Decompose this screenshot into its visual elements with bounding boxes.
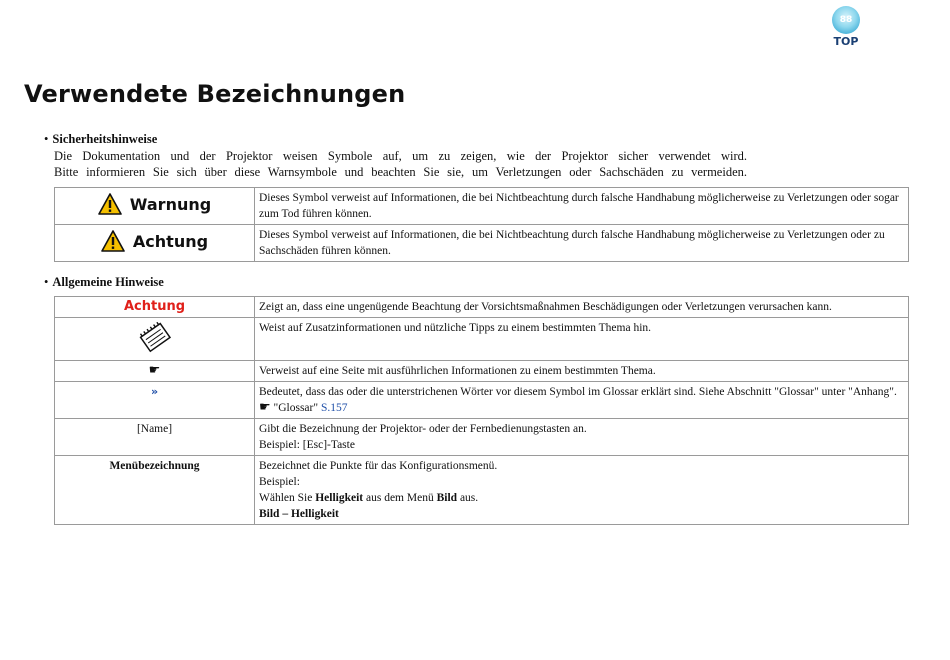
- caution-label: Achtung: [101, 230, 208, 252]
- safety-intro: Die Dokumentation und der Projektor weisen Symbole auf, um zu zeigen, wie der Projektor sicher verwendet wird. Bitte informieren Sie sich über diese Warnsymbole und beachten Sie sie, um Verletzungen oder Sachschäden zu vermeiden.: [54, 149, 747, 179]
- table-row: Achtung Dieses Symbol verweist auf Informationen, die bei Nichtbeachtung durch falsche Handhabung möglicherweise zu Verletzungen oder zu Sachschäden führen können.: [55, 225, 909, 262]
- warning-label: Warnung: [98, 193, 211, 215]
- table-row: [Name] Gibt die Bezeichnung der Projektor- oder der Fernbedienungstasten an. Beispiel: [Esc]-Taste: [55, 419, 909, 456]
- general-table: [54, 296, 909, 525]
- warning-triangle-icon: [98, 193, 122, 215]
- notepad-icon: [137, 321, 173, 353]
- table-row: » Bedeutet, dass das oder die unterstrichenen Wörter vor diesem Symbol im Glossar erklärt sind. Siehe Abschnitt "Glossar" unter "Anhang". ☛ "Glossar" S.157: [55, 382, 909, 419]
- achtung-label: Achtung: [123, 299, 186, 314]
- page-title: Verwendete Bezeichnungen: [24, 80, 406, 108]
- general-heading: • Allgemeine Hinweise: [44, 275, 164, 289]
- safety-table: [54, 187, 909, 262]
- top-orb-icon: 88: [832, 6, 860, 34]
- table-row: Weist auf Zusatzinformationen und nützliche Tipps zu einem bestimmten Thema hin.: [55, 318, 909, 361]
- table-row: Achtung Zeigt an, dass eine ungenügende Beachtung der Vorsichtsmaßnahmen Beschädigungen oder Verletzungen verursachen kann.: [55, 297, 909, 318]
- warning-triangle-icon: [101, 230, 125, 252]
- pointing-hand-icon: ☛: [148, 363, 161, 378]
- top-label: TOP: [833, 35, 859, 48]
- safety-heading: • Sicherheitshinweise: [44, 132, 158, 146]
- table-row: Warnung Dieses Symbol verweist auf Informationen, die bei Nichtbeachtung durch falsche Handhabung möglicherweise zu Verletzungen oder sogar zum Tod führen können.: [55, 188, 909, 225]
- table-row: Menübezeichnung Bezeichnet die Punkte für das Konfigurationsmenü. Beispiel: Wählen Sie Helligkeit aus dem Menü Bild aus. Bild – Helligkeit: [55, 456, 909, 525]
- table-row: ☛ Verweist auf eine Seite mit ausführlichen Informationen zu einem bestimmten Thema.: [55, 361, 909, 382]
- top-button[interactable]: [826, 6, 866, 50]
- menu-label: Menübezeichnung: [109, 460, 200, 472]
- glossary-page-link[interactable]: S.157: [320, 402, 348, 414]
- glossary-arrows-icon: »: [150, 385, 159, 398]
- pointing-hand-icon: ☛: [259, 400, 271, 415]
